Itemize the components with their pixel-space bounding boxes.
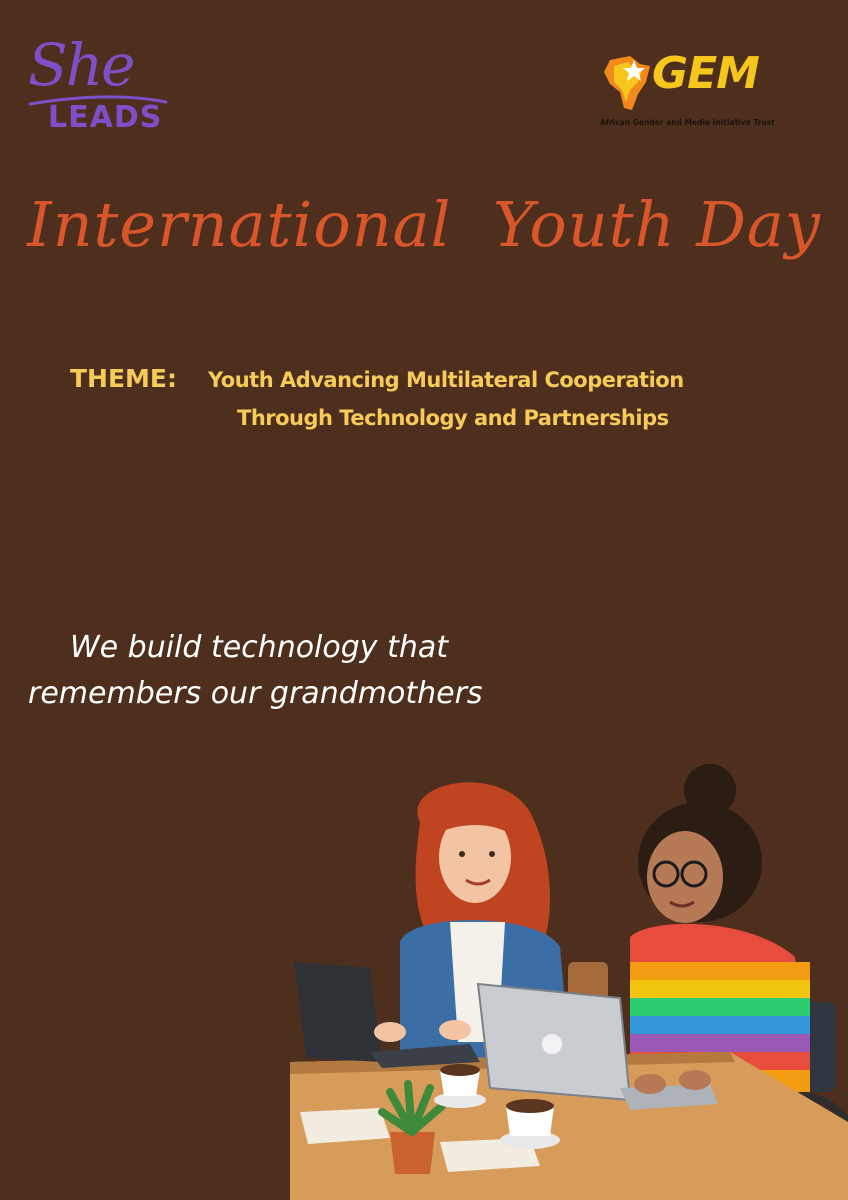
gem-logo-subtitle: African Gender and Media Initiative Trust bbox=[600, 118, 775, 127]
papers-illustration bbox=[300, 1108, 390, 1144]
quote-line-2: remembers our grandmothers bbox=[28, 676, 483, 711]
theme-line-2: Through Technology and Partnerships bbox=[237, 406, 669, 430]
laptop-logo-icon bbox=[542, 1034, 562, 1054]
africa-map-star-icon bbox=[600, 54, 656, 114]
she-leads-logo-leads: LEADS bbox=[48, 100, 163, 135]
quote-line-1: We build technology that bbox=[70, 630, 449, 665]
left-laptop-illustration bbox=[294, 962, 382, 1062]
she-leads-logo-she: She bbox=[28, 31, 134, 99]
two-women-working-on-laptops-illustration bbox=[290, 762, 848, 1200]
coffee-cup-icon bbox=[500, 1099, 560, 1149]
page-title: International Youth Day bbox=[27, 188, 821, 261]
theme-label: THEME: bbox=[70, 364, 178, 393]
gem-logo bbox=[598, 48, 798, 132]
potted-plant-illustration bbox=[390, 1132, 435, 1174]
theme-line-1: Youth Advancing Multilateral Cooperation bbox=[208, 368, 684, 392]
she-leads-logo bbox=[26, 31, 176, 146]
gem-logo-name: GEM bbox=[652, 48, 759, 99]
right-woman-face bbox=[647, 831, 723, 923]
